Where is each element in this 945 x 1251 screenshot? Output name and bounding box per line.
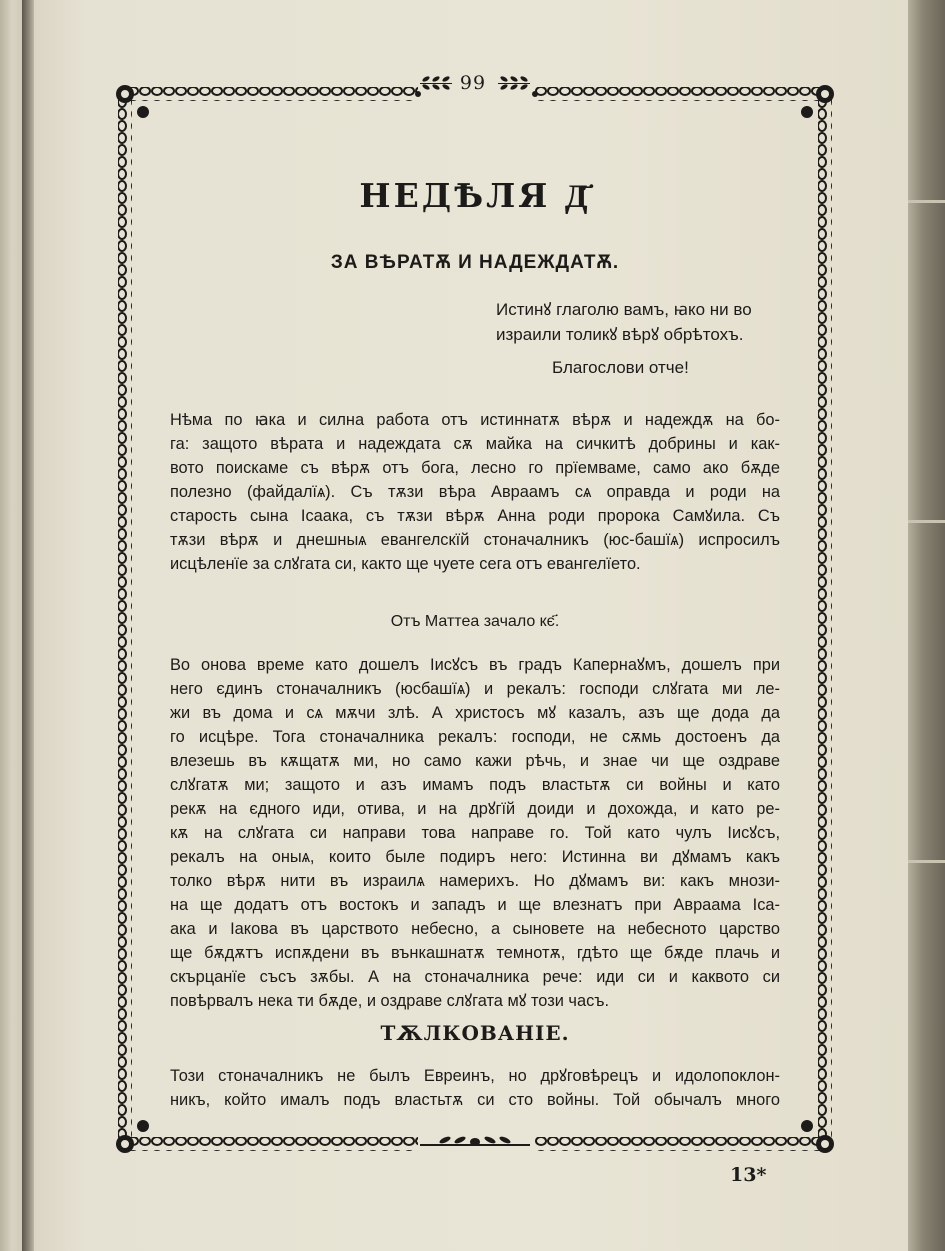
gospel-line: рекѫ на єдного иди, отива, и на дрꙋгїй доиди и дохожда, и като ре- [170,800,780,818]
intro-line: вото поискаме съ вѣрѫ отъ бога, лесно го прїемваме, само ако бѫде [170,459,780,477]
right-page-edges [908,0,945,1251]
blessing: Благослови отче! [552,358,689,377]
gospel-line: жи въ дома и сѧ мѫчи злѣ. А христосъ мꙋ казалъ, азъ ще дода да [170,704,780,722]
gospel-line: рекалъ на оныѧ, които быле подиръ него: Истинна ви дꙋмамъ какъ [170,848,780,866]
commentary-line: никъ, който ималъ подъ властьтѫ си сто войны. Той обычалъ много [170,1091,780,1109]
epigraph-line: израили толикꙋ вѣрꙋ обрѣтохъ. [496,325,744,344]
gospel-line: слꙋгатѫ ми; защото и азъ имамъ подъ властьтѫ си войны и като [170,776,780,794]
gospel-line: скърцанїе съсъ зѫбы. А на стоначалника рече: иди си и каквото си [170,968,780,986]
subtitle: ЗА ВѢРАТѪ И НАДЕЖДАТѪ. [330,252,620,273]
signature-mark: 13* [730,1164,767,1186]
intro-line: полезно (файдалїѧ). Съ тѫзи вѣра Авраамъ сѧ оправда и роди на [170,483,780,501]
commentary-line: Този стоначалникъ не былъ Евреинъ, но дрꙋговѣрецъ и идолопоклон- [170,1067,780,1085]
intro-line: старость сына Ісаака, съ тѫзи вѣрѫ Анна роди пророка Самꙋила. Съ [170,507,780,525]
page-title: НЕДѢЛЯ Д҃ [359,176,591,215]
gospel-line: влезешь въ кѫщатѫ ми, но само кажи рѣчь, и знае чи ще оздраве [170,752,780,770]
gospel-line: кѫ на слꙋгата си направи това направе го. Той като чулъ Іисꙋсъ, [170,824,780,842]
epigraph-line: Истинꙋ глаголю вамъ, ꙗко ни во [496,300,752,319]
reading-title: Отъ Маттеа зачало кє҃. [390,613,560,630]
intro-line: тѫзи вѣрѫ и днешныѧ евангелскїй стоначалникъ (юс-башїѧ) испросилъ [170,531,780,549]
gospel-line: него єдинъ стоначалникъ (юсбашїѧ) и рекалъ: господи слꙋгата ми ле- [170,680,780,698]
intro-line: исцѣленїе за слꙋгата си, както ще чуете сега отъ евангелїето. [170,555,641,573]
gospel-line: ще бѫдѫтъ испѫдени въ вънкашнатѫ темнотѫ, гдѣто ще бѫде плачь и [170,944,780,962]
gospel-line: го исцѣре. Тога стоначалника рекалъ: господи, не сѫмь достоенъ да [170,728,780,746]
intro-line: га: защото вѣрата и надеждата сѫ майка на сичкитѣ добрины и как- [170,435,780,453]
intro-line: Нѣма по ꙗка и силна работа отъ истиннатѫ вѣрѫ и надеждѫ на бо- [170,411,780,429]
commentary-title: ТѪЛКОВАНІЕ. [380,1021,570,1045]
gospel-line: толко вѣрѫ нити въ израилѧ намерихъ. Но дꙋмамъ ви: какъ мнози- [170,872,780,890]
gospel-line: ака и Іакова въ царството небесно, а сыновете на небесното царство [170,920,780,938]
page-number: 99 [459,72,487,94]
gospel-line: на ще додатъ отъ востокъ и западъ и ще влезнатъ при Авраама Іса- [170,896,780,914]
gospel-line: повѣрвалъ нека ти бѫде, и оздраве слꙋгата мꙋ този часъ. [170,992,610,1010]
gospel-line: Во онова време като дошелъ Іисꙋсъ въ градъ Капернаꙋмъ, дошелъ при [170,656,780,674]
